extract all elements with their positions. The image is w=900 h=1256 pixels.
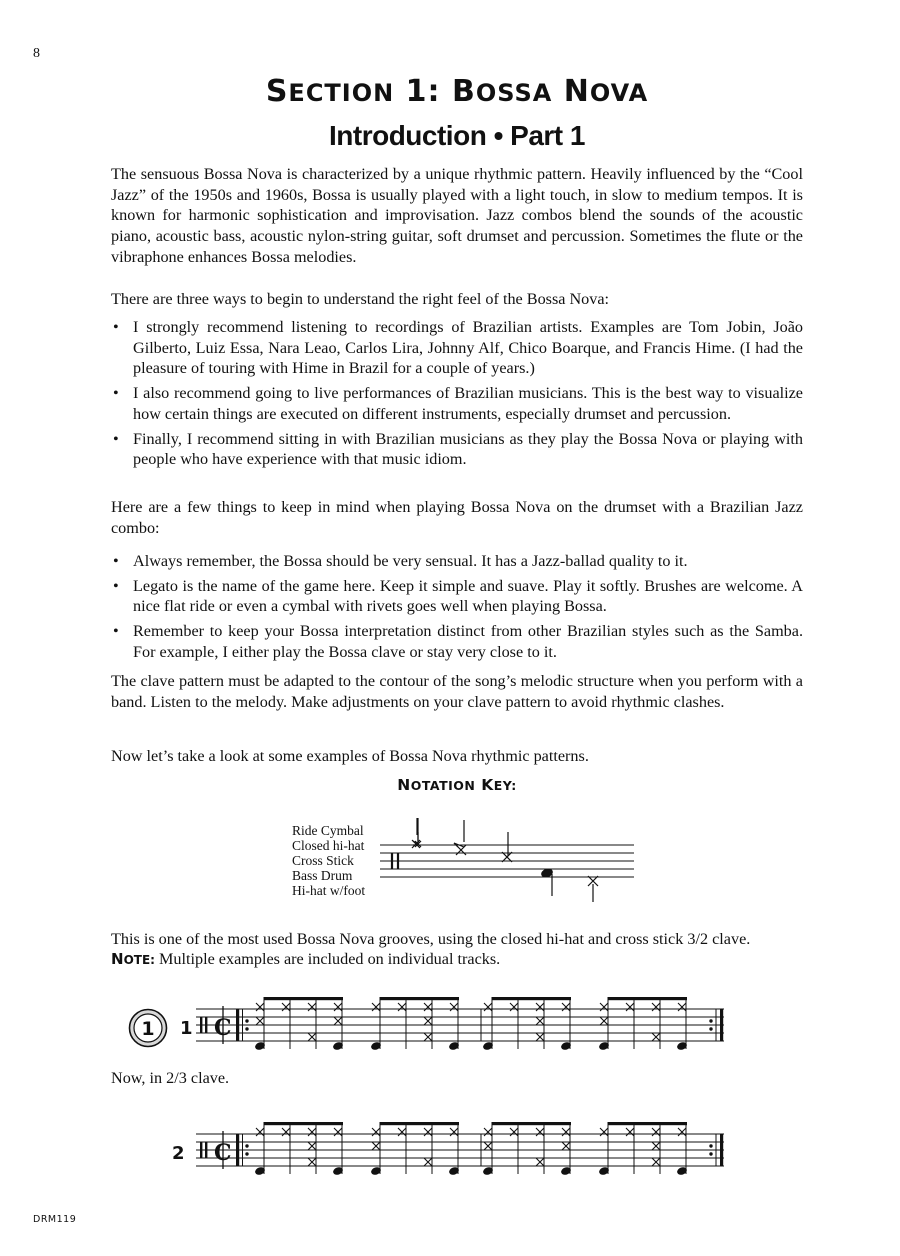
example-1-staff	[176, 985, 736, 1060]
track-badge	[128, 1008, 168, 1048]
staff-notation	[196, 1122, 724, 1176]
note-line: NOTE: Multiple examples are included on individual tracks.	[111, 950, 501, 968]
svg-text:C: C	[214, 1140, 232, 1166]
subtitle: Introduction • Part 1	[329, 120, 585, 151]
track-number: 1	[141, 1018, 155, 1040]
list-item: • Finally, I recommend sitting in with Brazilian musicians as they play the Bossa Nova or playing with people who have experience with that music idiom.	[111, 429, 803, 470]
list-item: • Remember to keep your Bossa interpretation distinct from other Brazilian styles such as the Samba. For example, I either play the Bossa clave or stay very close to it.	[111, 621, 803, 662]
clave-2-3-text: Now, in 2/3 clave.	[111, 1069, 230, 1087]
key-label-cross-stick: Cross Stick	[292, 853, 354, 868]
list-item: • I also recommend going to live performances of Brazilian musicians. This is the best way to visualize how certain things are executed on different instruments, especially drumset and percussion.	[111, 383, 803, 424]
clave-paragraph: The clave pattern must be adapted to the contour of the song’s melodic structure when you perform with a band. Listen to the melody. Make adjustments on your clave pattern to avoid rhythmic clashes.	[111, 672, 803, 711]
list-item: • Legato is the name of the game here. Keep it simple and suave. Play it softly. Brushes are welcome. A nice flat ride or even a cymbal with rivets goes well when playing Bossa.	[111, 576, 803, 617]
key-label-closed-hihat: Closed hi-hat	[292, 838, 365, 853]
example-2-staff	[172, 1100, 736, 1175]
list-item: • I strongly recommend listening to recordings of Brazilian artists. Examples are Tom Jobin, João Gilberto, Luiz Essa, Nara Leao, Carlos Lira, Johnny Alf, Chico Boarque, and Francis Hime. (I had the pleasure of touring with Hime in Brazil for a couple of years.)	[111, 317, 803, 379]
notation-key-labels	[292, 823, 365, 898]
example-1-number: 1	[180, 1018, 193, 1039]
svg-text:C: C	[214, 1015, 232, 1041]
example-intro: This is one of the most used Bossa Nova grooves, using the closed hi-hat and cross stick 3/2 clave.	[111, 930, 751, 948]
list-item: • Always remember, the Bossa should be very sensual. It has a Jazz-ballad quality to it.	[111, 551, 803, 572]
key-label-bass-drum: Bass Drum	[292, 868, 353, 883]
examples-lead: Now let’s take a look at some examples of Bossa Nova rhythmic patterns.	[111, 747, 589, 765]
note-label: NOTE:	[111, 950, 155, 968]
tips-lead: Here are a few things to keep in mind when playing Bossa Nova on the drumset with a Brazilian Jazz combo:	[111, 498, 803, 537]
staff-notation	[196, 997, 724, 1051]
key-label-ride: Ride Cymbal	[292, 823, 364, 838]
ways-list	[111, 317, 803, 474]
example-2-number: 2	[172, 1143, 185, 1164]
ways-lead: There are three ways to begin to understand the right feel of the Bossa Nova:	[111, 290, 610, 308]
intro-paragraph: The sensuous Bossa Nova is characterized by a unique rhythmic pattern. Heavily influenced by the “Cool Jazz” of the 1950s and 1960s, Bossa is usually played with a light touch, in slow to medium tempos. It is known for harmonic sophistication and improvisation. Jazz combos blend the sounds of the acoustic piano, acoustic bass, acoustic nylon-string guitar, soft drumset and percussion. Sometimes the flute or the vibraphone enhances Bossa melodies.	[111, 165, 803, 266]
section-title: SECTION 1: BOSSA NOVA	[265, 74, 649, 109]
page-number: 8	[33, 46, 40, 61]
notation-key-heading: NOTATION KEY:	[397, 776, 517, 794]
notation-key-staff	[380, 814, 640, 904]
footer-code: DRM119	[33, 1214, 77, 1225]
tips-list	[111, 551, 803, 667]
key-label-hihat-foot: Hi-hat w/foot	[292, 883, 366, 898]
